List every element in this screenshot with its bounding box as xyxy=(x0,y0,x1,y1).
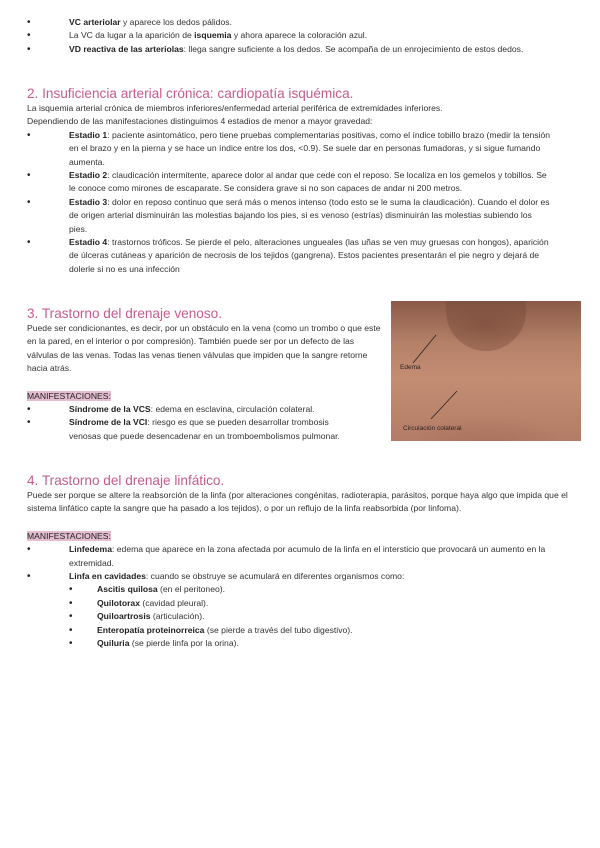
list-item: • Quilotorax (cavidad pleural). xyxy=(69,597,552,610)
list-item: • VD reactiva de las arteriolas: llega sangre suficiente a los dedos. Se acompaña de un enrojecimiento de estos dedos. xyxy=(27,43,552,56)
section-intro: Puede ser condicionantes, es decir, por un obstáculo en la vena (como un trombo o que este en la pared, en el interior o por compresión). También puede ser por un defecto de las válvulas de las venas. Todas las venas tienen válvulas que impiden que la sangre retorne hacia atrás. xyxy=(27,323,381,374)
section-arterial-cronica xyxy=(27,85,567,276)
list-item: • Estadio 2: claudicación intermitente, aparece dolor al andar que cede con el reposo. Se localiza en los gemelos y tobillos. Se le conoce como mirones de escaparate. Se considera grave si no son capaces de andar ni 200 metros. xyxy=(27,169,552,196)
list-item: • Síndrome de la VCS: edema en esclavina, circulación colateral. xyxy=(27,403,357,416)
stage-list xyxy=(27,129,552,276)
manifestaciones-list xyxy=(27,543,552,650)
section-intro: Puede ser porque se altere la reabsorción de la linfa (por alteraciones congénitas, radioterapia, parásitos, porque haya algo que impida que el sistema linfático capte la sangre que ha pasado a los tejidos), o por un reflujo de la linfa reabsorbida (por linfoma). xyxy=(27,490,568,514)
manifestaciones-list xyxy=(27,403,357,443)
neck-edema-photo xyxy=(391,301,581,441)
section-drenaje-linfatico xyxy=(27,472,575,650)
section-intro: La isquemia arterial crónica de miembros inferiores/enfermedad arterial periférica de extremidades inferiores. xyxy=(27,103,443,113)
section-intro: Dependiendo de las manifestaciones distinguimos 4 estadios de menor a mayor gravedad: xyxy=(27,116,373,127)
list-item: • Estadio 4: trastornos tróficos. Se pierde el pelo, alteraciones ungueales (las uñas se ven muy gruesas con hongos), aparición de úlceras cutáneas y aparición de necrosis de los tejidos (gangrena). Estos pacientes presentarán el pie negro y dejará de dolerle si no es una infección xyxy=(27,236,552,276)
cavidades-sublist xyxy=(69,583,552,650)
section-title: 4. Trastorno del drenaje linfático. xyxy=(27,473,225,488)
list-item: • Estadio 1: paciente asintomático, pero tiene pruebas complementarias positivas, como el índice tobillo brazo (medir la tensión en el brazo y en la pierna y se hace un índice entre los dos, <0.9). Se suele dar en personas fumadoras, y si sigue fumando aumenta. xyxy=(27,129,552,169)
manifestaciones-label: MANIFESTACIONES: xyxy=(27,390,111,401)
top-bullet-list xyxy=(27,16,552,56)
section-title: 3. Trastorno del drenaje venoso. xyxy=(27,306,222,321)
section-drenaje-venoso xyxy=(27,305,382,443)
list-item: • Linfedema: edema que aparece en la zona afectada por acumulo de la linfa en el intersticio que provocará un aumento en la extremidad. xyxy=(27,543,552,570)
list-item: • VC arteriolar y aparece los dedos pálidos. xyxy=(27,16,552,29)
list-item: • Quiloartrosis (articulación). xyxy=(69,610,552,623)
edema-label: Edema xyxy=(400,364,421,371)
section-title: 2. Insuficiencia arterial crónica: cardiopatía isquémica. xyxy=(27,86,354,101)
list-item: • Enteropatía proteinorreica (se pierde a través del tubo digestivo). xyxy=(69,624,552,637)
list-item: • Linfa en cavidades: cuando se obstruye se acumulará en diferentes organismos como: • Ascitis quilosa (en el peritoneo). • Quilotorax (cavidad pleural). • Quiloartrosis (articulación). • Enteropatía proteinorreica (se pierde a través del tubo digestivo). • Quiluria (se pierde linfa por la orina). xyxy=(27,570,552,650)
list-item: • Quiluria (se pierde linfa por la orina). xyxy=(69,637,552,650)
list-item: • Síndrome de la VCI: riesgo es que se pueden desarrollar trombosis venosas que puede desencadenar en un tromboembolismos pulmonar. xyxy=(27,416,357,443)
list-item: • Ascitis quilosa (en el peritoneo). xyxy=(69,583,552,596)
list-item: • Estadio 3: dolor en reposo continuo que será más o menos intenso (todo esto se le suma la claudicación). Cuando el dolor es de origen arterial disminuirán las molestias bajando los pies, si es venoso (estrías) disminuirán las molestias subiendo los pies. xyxy=(27,196,552,236)
manifestaciones-label: MANIFESTACIONES: xyxy=(27,530,111,541)
list-item: • La VC da lugar a la aparición de isquemia y ahora aparece la coloración azul. xyxy=(27,29,552,42)
circulacion-label: Circulación colateral xyxy=(403,425,462,432)
